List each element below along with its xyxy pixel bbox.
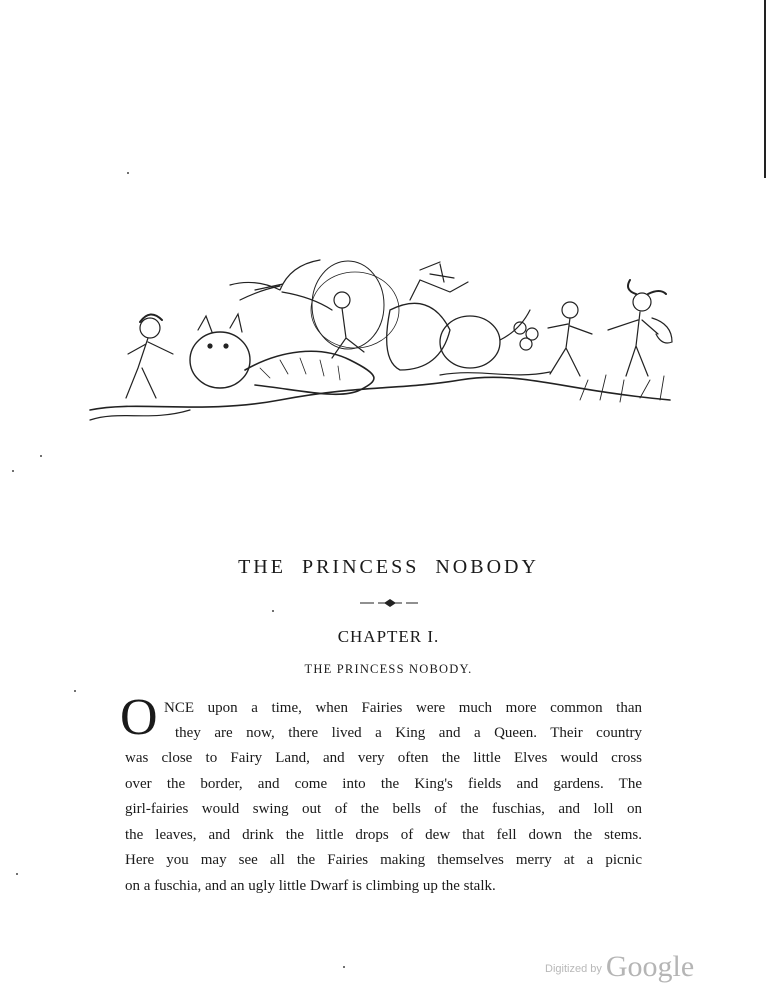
speck: [12, 470, 14, 472]
chapter-subtitle: THE PRINCESS NOBODY.: [304, 662, 473, 676]
paragraph-line: Here you may see all the Fairies making themselves merry at a picnic: [125, 852, 642, 868]
paragraph-line: on a fuschia, and an ugly little Dwarf is climbing up the stalk.: [125, 878, 496, 894]
speck: [272, 610, 274, 612]
speck: [343, 966, 345, 968]
speck: [74, 690, 76, 692]
drop-cap: O: [120, 689, 158, 746]
page-edge-line: [764, 0, 766, 178]
paragraph-line: NCE upon a time, when Fairies were much more common than: [164, 700, 642, 716]
digitized-watermark: [545, 950, 694, 984]
speck: [127, 172, 129, 174]
chapter-heading: CHAPTER I.: [337, 627, 440, 646]
book-title: THE PRINCESS NOBODY: [238, 556, 539, 578]
paragraph-line: girl-fairies would swing out of the bells of the fuschias, and loll on: [125, 801, 642, 817]
speck: [16, 873, 18, 875]
fairy-illustration: [80, 250, 680, 430]
paragraph-line: was close to Fairy Land, and very often the little Elves would cross: [125, 750, 642, 766]
google-logo: Google: [605, 950, 695, 983]
paragraph-line: they are now, there lived a King and a Queen. Their country: [175, 725, 642, 741]
speck: [40, 455, 42, 457]
ornament-divider: [358, 596, 420, 610]
paragraph-line: over the border, and come into the King's fields and gardens. The: [125, 776, 642, 792]
paragraph-line: the leaves, and drink the little drops of dew that fell down the stems.: [125, 827, 642, 843]
watermark-prefix: Digitized by: [545, 963, 602, 975]
